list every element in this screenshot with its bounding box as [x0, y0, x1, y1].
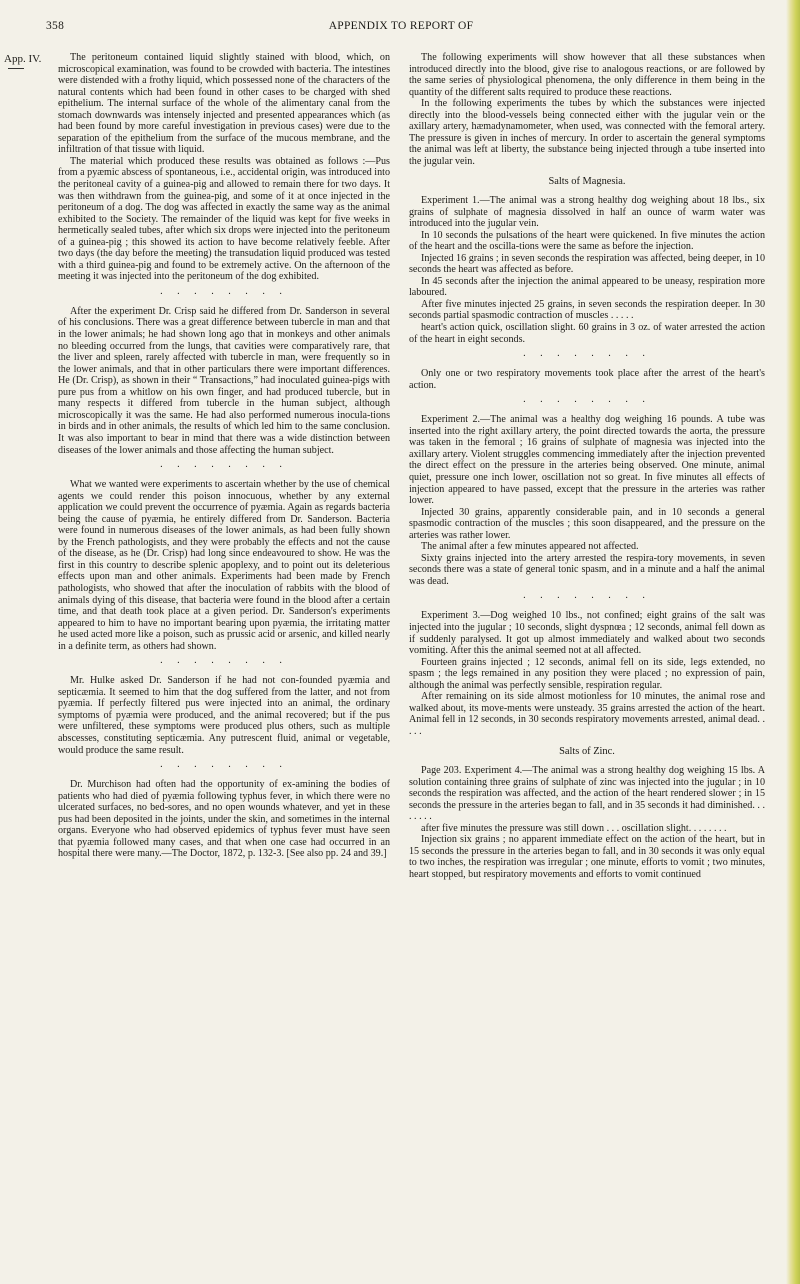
ellipsis-separator: . . . . . . . . [160, 459, 288, 471]
paragraph: After the experiment Dr. Crisp said he differed from Dr. Sanderson in several of his conclusions. There was a great difference between tubercle in man and that in the lower animals; he had shown long ago that in monkeys and other animals no bleeding occurred from the lungs, that cavities were comparatively rare, that the liver and spleen, rarely affected with tubercle in man, were frequently so in the lower animals, and that in other particulars there were important differences. He (Dr. Crisp), as shown in their “ Transactions,” had inoculated guinea-pigs with pure pus from a whitlow on his own finger, and had produced tubercle, but in many respects it differed from tubercle in the human subject, although microscopically it was the same. He had also performed numerous inocula-tions in birds and in other animals, the results of which led him to the same conclusion. It was also important to bear in mind that there was a wide distinction between diseases of the lower animals and those affecting the human subject. [58, 305, 390, 456]
ellipsis-separator: . . . . . . . . [160, 759, 288, 771]
paragraph: The following experiments will show however that all these substances when introduced directly into the blood, give rise to analogous reactions, or are followed by the same series of physiological phenomena, the only difference in them being in the quantity of the different salts required to produce these reactions. [409, 52, 765, 98]
paragraph: Dr. Murchison had often had the opportunity of ex-amining the bodies of patients who had died of pyæmia following typhus fever, in which there were no ulcerated surfaces, no bed-sores, and no open wounds whatever, and yet in these pus had been deposited in the joints, under the skin, and sometimes in the internal organs. Everyone who had observed epidemics of typhus fever must have seen that pyæmia followed many cases, and that when one case had occurred in an hospital there were many.—The Doctor, 1872, p. 132-3. [See also pp. 24 and 39.] [58, 779, 390, 860]
paragraph: The animal after a few minutes appeared not affected. [421, 541, 639, 553]
paragraph: The material which produced these results was obtained as follows :—Pus from a pyæmic abscess of spontaneous, i.e., accidental origin, was introduced into the peritoneal cavity of a guinea-pig and allowed to remain there for two days. It was then withdrawn from the guinea-pig, and some of it at once injected in the peritoneum of a dog. The dog was affected in exactly the same way as the animal exhibited to the Society. The remainder of the liquid was kept for five weeks in hermetically sealed tubes, after which six drops were injected into the peritoneum of a guinea-pig ; this showed its action to have become relatively feeble. After two days (the day before the meeting) the transudation liquid produced was tested with a third guinea-pig and found to be extremely active. On the afternoon of the meeting it was injected into the peritoneum of the dog exhibited. [58, 155, 390, 283]
paragraph: The peritoneum contained liquid slightly stained with blood, which, on microscopical examination, was found to be crowded with bacteria. The intestines were distended with a frothy liquid, which possessed none of the characters of the natural contents which had been found in other cases to be charged with shed epithelium. The internal surface of the whole of the alimentary canal from the stomach downwards was intensely injected and presented appearances which (as had been found by more careful investigation in previous cases) were due to the separation of the epithelium from the surface of the mucous membrane, and the infiltration of that tissue with liquid. [58, 52, 390, 156]
running-title: APPENDIX TO REPORT OF [328, 20, 474, 32]
ellipsis-separator: . . . . . . . . [523, 590, 651, 602]
section-heading: Salts of Magnesia. [548, 176, 626, 188]
ellipsis-separator: . . . . . . . . [523, 348, 651, 360]
running-header [46, 20, 756, 36]
ellipsis-separator: . . . . . . . . [523, 394, 651, 406]
paragraph: In 10 seconds the pulsations of the heart were quickened. In five minutes the action of the heart and the oscilla-tions were the same as before the injection. [409, 229, 765, 253]
ellipsis-separator: . . . . . . . . [160, 655, 288, 667]
appendix-margin-label: App. IV. [4, 53, 42, 65]
paragraph: In the following experiments the tubes by which the substances were injected directly into the blood-vessels being connected either with the jugular vein or the axillary artery, hæmadynamometer, when used, was connected with the femoral artery. The pressure is given in inches of mercury. In order to ascertain the general symptoms the animal was left at liberty, the substance being injected through a tube inserted into the jugular vein. [409, 98, 765, 167]
paragraph: Injected 16 grains ; in seven seconds the respiration was affected, being deeper, in 10 seconds the heart was affected as before. [409, 252, 765, 276]
left-column [58, 52, 390, 1262]
ellipsis-separator: . . . . . . . . [160, 285, 288, 297]
paragraph: Experiment 3.—Dog weighed 10 lbs., not confined; eight grains of the salt was injected into the jugular ; 10 seconds, slight dyspnœa ; 12 seconds, animal fell down as if suddenly paralysed. It got up almost immediately and walked about two seconds vomiting. After this the animal seemed not at all affected. [409, 610, 765, 657]
paragraph: Page 203. Experiment 4.—The animal was a strong healthy dog weighing 15 lbs. A solution containing three grains of sulphate of zinc was injected into the jugular ; in 10 seconds the respiration was affected, and the action of the heart rendered slower ; in 15 seconds the pressure in the arteries began to fall, and in 35 seconds it had diminished. . . . . . . . [409, 764, 765, 823]
paragraph: Only one or two respiratory movements took place after the arrest of the heart's action. [409, 368, 765, 391]
paragraph: Mr. Hulke asked Dr. Sanderson if he had not con-founded pyæmia and septicæmia. It seemed to him that the dog suffered from the latter, and not from pyæmia. If perfectly filtered pus were injected into an animal, the ordinary symptoms of pyæmia were produced, and the animal recovered; but if the pus were unfiltered, these symptoms were produced plus others, such as multiple abscesses, constituting septicæmia. Any putrescent fluid, animal or vegetable, would produce the same result. [58, 675, 390, 756]
section-heading: Salts of Zinc. [559, 746, 615, 758]
paragraph: What we wanted were experiments to ascertain whether by the use of chemical agents we could render this poison innocuous, whether by any external application we could prevent the occurrence of pyæmia. Again as regards bacteria being the cause of pyæmia, he entirely differed from Dr. Sanderson. Bacteria were found in numerous diseases of the lower animals, as had been fully shown by the French pathologists, and they were probably the effects and not the cause of the disease, as he (Dr. Crisp) had long since endeavoured to show. He was the first in this country to describe splenic apoplexy, and to point out its deleterious effects upon man and other animals. Experiments had been made by French pathologists, who showed that after the inoculation of rabbits with the blood of animals dying of this disease, that bacteria were found in the blood after a certain time, and that death took place at a given period. Dr. Sanderson's experiments appeared to him to have no important bearing upon pyæmia, the irritating matter he used acted more like a poison, such as prussic acid or arsenic, and killed nearly in a definite term, as others had shown. [58, 479, 390, 652]
paragraph: Experiment 2.—The animal was a healthy dog weighing 16 pounds. A tube was inserted into the right axillary artery, the point directed towards the aorta, the pressure was taken in the femoral ; 16 grains of sulphate of magnesia was injected into the axillary artery. Violent struggles commencing immediately after the injection prevented the direct effect on the pressure in the arteries being observed. One minute, animal quiet, pressure one inch lower, oscillation not so great. In five minutes all effects of injection appeared to have passed, except that the pressure in the arteries was rather lower. [409, 414, 765, 507]
right-column [409, 52, 765, 1262]
paragraph: Injection six grains ; no apparent immediate effect on the action of the heart, but in 15 seconds the pressure in the arteries began to fall, and in 30 seconds it was only equal to two inches, the respiration was irregular ; one minute, efforts to vomit ; two minutes, heart stopped, but respiratory movements and efforts to vomit continued [409, 834, 765, 880]
margin-rule [8, 68, 24, 69]
page-number: 358 [46, 20, 65, 32]
paragraph: Fourteen grains injected ; 12 seconds, animal fell on its side, legs extended, no spasm ; the legs remained in any position they were placed ; no expression of pain, although the animal was perfectly sensible, respiration regular. [409, 656, 765, 691]
paragraph: In 45 seconds after the injection the animal appeared to be uneasy, respiration more laboured. [409, 275, 765, 299]
paragraph: after five minutes the pressure was still down . . . oscillation slight. . . . . . . . [421, 822, 727, 834]
paragraph: heart's action quick, oscillation slight. 60 grains in 3 oz. of water arrested the action of the heart in eight seconds. [409, 322, 765, 345]
paragraph: Sixty grains injected into the artery arrested the respira-tory movements, in seven seconds there was a state of general tonic spasm, and in a minute and a half the animal was dead. [409, 552, 765, 587]
page-edge-strip [786, 0, 800, 1284]
paragraph: After five minutes injected 25 grains, in seven seconds the respiration deeper. In 30 seconds partial spasmodic contraction of muscles . . . . . [409, 298, 765, 322]
paragraph: Experiment 1.—The animal was a strong healthy dog weighing about 18 lbs., six grains of sulphate of magnesia dissolved in half an ounce of warm water was introduced into the jugular vein. [409, 195, 765, 230]
paragraph: Injected 30 grains, apparently considerable pain, and in 10 seconds a general spasmodic contraction of the muscles ; this soon disappeared, and the pressure on the arteries was rather lower. [409, 506, 765, 541]
paragraph: After remaining on its side almost motionless for 10 minutes, the animal rose and walked about, its move-ments were unsteady. 35 grains arrested the action of the heart. Animal fell in 12 seconds, in 30 seconds respiratory movements arrested, animal dead. . . . . [409, 691, 765, 737]
